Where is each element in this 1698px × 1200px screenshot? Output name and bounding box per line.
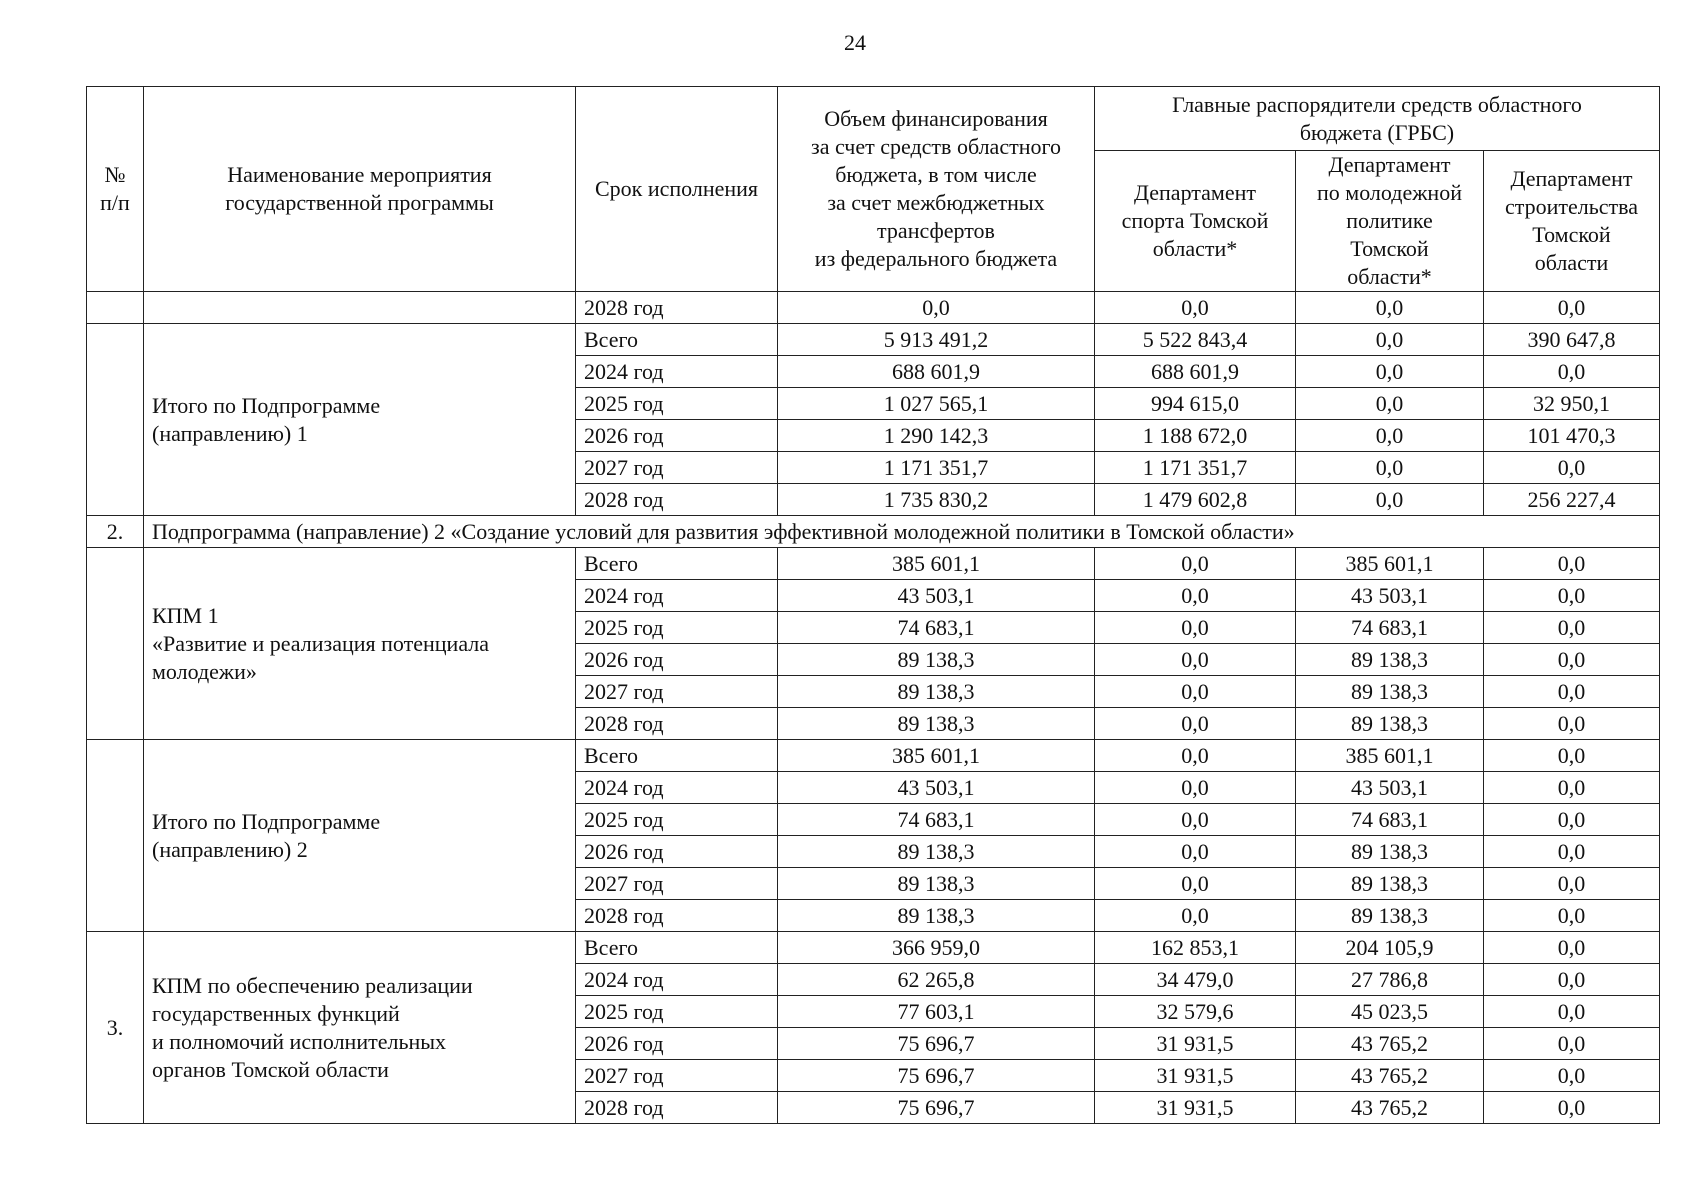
term-cell: 2025 год (576, 996, 778, 1028)
build-cell: 0,0 (1484, 836, 1660, 868)
sport-cell: 1 188 672,0 (1095, 420, 1296, 452)
term-cell: 2025 год (576, 612, 778, 644)
sport-cell: 0,0 (1095, 580, 1296, 612)
youth-cell: 89 138,3 (1296, 676, 1484, 708)
header-num: № п/п (87, 87, 144, 292)
table-row (87, 932, 1660, 964)
table-row (87, 292, 1660, 324)
sport-cell: 34 479,0 (1095, 964, 1296, 996)
volume-cell: 1 171 351,7 (778, 452, 1095, 484)
term-cell: 2028 год (576, 900, 778, 932)
subprogram-title: Подпрограмма (направление) 2 «Создание условий для развития эффективной молодежной политики в Томской области» (144, 516, 1660, 548)
subprogram-row (87, 516, 1660, 548)
volume-cell: 75 696,7 (778, 1028, 1095, 1060)
youth-cell: 89 138,3 (1296, 868, 1484, 900)
table-row (87, 740, 1660, 772)
term-cell: Всего (576, 740, 778, 772)
term-cell: 2025 год (576, 804, 778, 836)
sport-cell: 0,0 (1095, 548, 1296, 580)
table-body (87, 292, 1660, 1124)
youth-cell: 89 138,3 (1296, 900, 1484, 932)
build-cell: 0,0 (1484, 548, 1660, 580)
term-cell: 2028 год (576, 1092, 778, 1124)
sport-cell: 0,0 (1095, 740, 1296, 772)
header-grbs: Главные распорядители средств областного бюджета (ГРБС) (1095, 87, 1660, 151)
youth-cell: 45 023,5 (1296, 996, 1484, 1028)
build-cell: 0,0 (1484, 932, 1660, 964)
term-cell: 2024 год (576, 772, 778, 804)
sport-cell: 1 479 602,8 (1095, 484, 1296, 516)
build-cell: 0,0 (1484, 1060, 1660, 1092)
header-dept-youth: Департамент по молодежной политике Томской области* (1296, 151, 1484, 292)
sport-cell: 5 522 843,4 (1095, 324, 1296, 356)
sport-cell: 31 931,5 (1095, 1028, 1296, 1060)
term-cell: 2027 год (576, 452, 778, 484)
youth-cell: 27 786,8 (1296, 964, 1484, 996)
term-cell: 2028 год (576, 292, 778, 324)
term-cell: 2027 год (576, 868, 778, 900)
build-cell: 0,0 (1484, 740, 1660, 772)
volume-cell: 5 913 491,2 (778, 324, 1095, 356)
volume-cell: 89 138,3 (778, 900, 1095, 932)
build-cell: 0,0 (1484, 452, 1660, 484)
youth-cell: 0,0 (1296, 292, 1484, 324)
youth-cell: 0,0 (1296, 324, 1484, 356)
build-cell: 0,0 (1484, 676, 1660, 708)
header-dept-build: Департамент строительства Томской области (1484, 151, 1660, 292)
term-cell: 2027 год (576, 1060, 778, 1092)
activity-name-cell: Итого по Подпрограмме (направлению) 1 (144, 324, 576, 516)
youth-cell: 0,0 (1296, 452, 1484, 484)
youth-cell: 89 138,3 (1296, 644, 1484, 676)
term-cell: 2028 год (576, 708, 778, 740)
term-cell: 2024 год (576, 580, 778, 612)
term-cell: 2028 год (576, 484, 778, 516)
sport-cell: 31 931,5 (1095, 1092, 1296, 1124)
row-number-cell: 3. (87, 932, 144, 1124)
youth-cell: 89 138,3 (1296, 708, 1484, 740)
youth-cell: 74 683,1 (1296, 804, 1484, 836)
build-cell: 0,0 (1484, 804, 1660, 836)
activity-name-cell: КПМ 1 «Развитие и реализация потенциала молодежи» (144, 548, 576, 740)
youth-cell: 0,0 (1296, 420, 1484, 452)
sport-cell: 0,0 (1095, 836, 1296, 868)
volume-cell: 43 503,1 (778, 772, 1095, 804)
youth-cell: 43 765,2 (1296, 1060, 1484, 1092)
volume-cell: 74 683,1 (778, 612, 1095, 644)
header-term: Срок исполнения (576, 87, 778, 292)
build-cell: 0,0 (1484, 1092, 1660, 1124)
sport-cell: 0,0 (1095, 292, 1296, 324)
volume-cell: 89 138,3 (778, 836, 1095, 868)
volume-cell: 1 290 142,3 (778, 420, 1095, 452)
page-number: 24 (844, 30, 866, 55)
youth-cell: 89 138,3 (1296, 836, 1484, 868)
term-cell: 2026 год (576, 1028, 778, 1060)
row-number-cell (87, 740, 144, 932)
table-row (87, 324, 1660, 356)
youth-cell: 43 765,2 (1296, 1028, 1484, 1060)
volume-cell: 62 265,8 (778, 964, 1095, 996)
sport-cell: 688 601,9 (1095, 356, 1296, 388)
build-cell: 0,0 (1484, 356, 1660, 388)
volume-cell: 89 138,3 (778, 676, 1095, 708)
build-cell: 0,0 (1484, 644, 1660, 676)
sport-cell: 0,0 (1095, 612, 1296, 644)
youth-cell: 0,0 (1296, 484, 1484, 516)
financing-table (86, 86, 1660, 1124)
volume-cell: 89 138,3 (778, 644, 1095, 676)
term-cell: 2024 год (576, 356, 778, 388)
volume-cell: 89 138,3 (778, 868, 1095, 900)
activity-name-cell: КПМ по обеспечению реализации государственных функций и полномочий исполнительных органов Томской области (144, 932, 576, 1124)
build-cell: 0,0 (1484, 612, 1660, 644)
row-number-cell (87, 292, 144, 324)
sport-cell: 0,0 (1095, 772, 1296, 804)
youth-cell: 74 683,1 (1296, 612, 1484, 644)
volume-cell: 89 138,3 (778, 708, 1095, 740)
row-number-cell: 2. (87, 516, 144, 548)
header-name: Наименование мероприятия государственной программы (144, 87, 576, 292)
youth-cell: 43 765,2 (1296, 1092, 1484, 1124)
sport-cell: 32 579,6 (1095, 996, 1296, 1028)
volume-cell: 0,0 (778, 292, 1095, 324)
volume-cell: 385 601,1 (778, 548, 1095, 580)
table-header (87, 87, 1660, 292)
row-number-cell (87, 324, 144, 516)
term-cell: 2026 год (576, 420, 778, 452)
term-cell: 2026 год (576, 644, 778, 676)
volume-cell: 75 696,7 (778, 1092, 1095, 1124)
sport-cell: 162 853,1 (1095, 932, 1296, 964)
sport-cell: 0,0 (1095, 804, 1296, 836)
row-number-cell (87, 548, 144, 740)
youth-cell: 0,0 (1296, 388, 1484, 420)
term-cell: Всего (576, 324, 778, 356)
term-cell: 2025 год (576, 388, 778, 420)
sport-cell: 1 171 351,7 (1095, 452, 1296, 484)
build-cell: 0,0 (1484, 580, 1660, 612)
build-cell: 390 647,8 (1484, 324, 1660, 356)
volume-cell: 1 027 565,1 (778, 388, 1095, 420)
sport-cell: 0,0 (1095, 644, 1296, 676)
build-cell: 32 950,1 (1484, 388, 1660, 420)
youth-cell: 385 601,1 (1296, 548, 1484, 580)
sport-cell: 0,0 (1095, 868, 1296, 900)
youth-cell: 43 503,1 (1296, 580, 1484, 612)
table-row (87, 548, 1660, 580)
sport-cell: 0,0 (1095, 900, 1296, 932)
build-cell: 0,0 (1484, 996, 1660, 1028)
volume-cell: 77 603,1 (778, 996, 1095, 1028)
build-cell: 0,0 (1484, 292, 1660, 324)
build-cell: 0,0 (1484, 772, 1660, 804)
sport-cell: 0,0 (1095, 676, 1296, 708)
build-cell: 0,0 (1484, 868, 1660, 900)
build-cell: 256 227,4 (1484, 484, 1660, 516)
volume-cell: 366 959,0 (778, 932, 1095, 964)
youth-cell: 204 105,9 (1296, 932, 1484, 964)
build-cell: 0,0 (1484, 708, 1660, 740)
youth-cell: 43 503,1 (1296, 772, 1484, 804)
volume-cell: 688 601,9 (778, 356, 1095, 388)
volume-cell: 75 696,7 (778, 1060, 1095, 1092)
sport-cell: 0,0 (1095, 708, 1296, 740)
volume-cell: 43 503,1 (778, 580, 1095, 612)
term-cell: Всего (576, 932, 778, 964)
youth-cell: 385 601,1 (1296, 740, 1484, 772)
term-cell: 2024 год (576, 964, 778, 996)
term-cell: 2026 год (576, 836, 778, 868)
header-dept-sport: Департамент спорта Томской области* (1095, 151, 1296, 292)
build-cell: 0,0 (1484, 1028, 1660, 1060)
sport-cell: 994 615,0 (1095, 388, 1296, 420)
activity-name-cell (144, 292, 576, 324)
build-cell: 0,0 (1484, 900, 1660, 932)
header-volume: Объем финансирования за счет средств областного бюджета, в том числе за счет межбюджетных трансфертов из федерального бюджета (778, 87, 1095, 292)
youth-cell: 0,0 (1296, 356, 1484, 388)
volume-cell: 385 601,1 (778, 740, 1095, 772)
term-cell: Всего (576, 548, 778, 580)
activity-name-cell: Итого по Подпрограмме (направлению) 2 (144, 740, 576, 932)
term-cell: 2027 год (576, 676, 778, 708)
volume-cell: 1 735 830,2 (778, 484, 1095, 516)
sport-cell: 31 931,5 (1095, 1060, 1296, 1092)
build-cell: 101 470,3 (1484, 420, 1660, 452)
build-cell: 0,0 (1484, 964, 1660, 996)
volume-cell: 74 683,1 (778, 804, 1095, 836)
